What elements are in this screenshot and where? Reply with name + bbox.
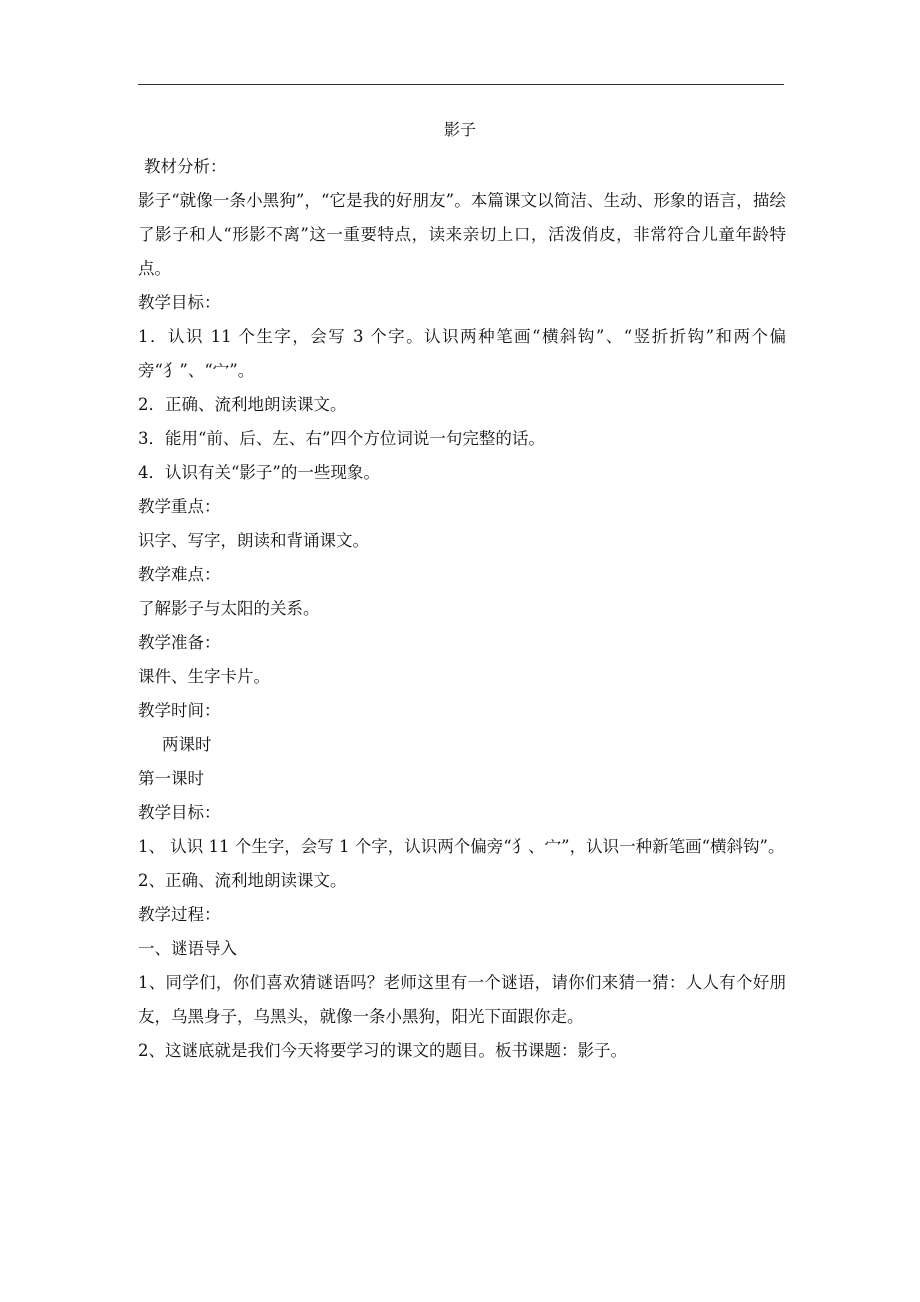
document-line: 教学准备： [138, 633, 221, 652]
document-line: 教学时间： [138, 701, 221, 720]
document-line: 4．认识有关“影子”的一些现象。 [138, 463, 380, 482]
document-line: 1、 认识 11 个生字，会写 1 个字，认识两个偏旁“犭、宀”，认识一种新笔画“横斜钩”。 [138, 837, 785, 856]
document-line: 2、正确、流利地朗读课文。 [138, 871, 347, 890]
document-line: 3．能用“前、后、左、右”四个方位词说一句完整的话。 [138, 429, 545, 448]
document-title: 影子 [443, 120, 476, 139]
document-line: 1、同学们，你们喜欢猜谜语吗？老师这里有一个谜语，请你们来猜一猜：人人有个好朋友，乌黑身子，乌黑头，就像一条小黑狗，阳光下面跟你走。 [138, 973, 786, 1026]
document-line: 了解影子与太阳的关系。 [138, 599, 320, 618]
document-line: 教材分析： [144, 157, 227, 176]
document-line: 两课时 [162, 735, 212, 754]
header-rule [138, 84, 784, 85]
document-line: 第一课时 [138, 769, 204, 788]
document-line: 课件、生字卡片。 [138, 667, 270, 686]
document-line: 教学过程： [138, 905, 221, 924]
document-body [138, 150, 786, 1068]
document-line: 识字、写字，朗读和背诵课文。 [138, 531, 369, 550]
document-line: 教学重点： [138, 497, 221, 516]
document-line: 2．正确、流利地朗读课文。 [138, 395, 347, 414]
document-line: 1．认识 11 个生字，会写 3 个字。认识两种笔画“横斜钩”、“竖折折钩”和两个偏旁“犭”、“宀”。 [138, 327, 786, 380]
document-line: 一、谜语导入 [138, 939, 237, 958]
document-line: 影子“就像一条小黑狗”，“它是我的好朋友”。本篇课文以简洁、生动、形象的语言，描绘了影子和人“形影不离”这一重要特点，读来亲切上口，活泼俏皮，非常符合儿童年龄特点。 [138, 191, 786, 278]
document-line: 教学目标： [138, 803, 221, 822]
document-line: 2、这谜底就是我们今天将要学习的课文的题目。板书课题：影子。 [138, 1041, 627, 1060]
document-line: 教学目标： [138, 293, 221, 312]
document-line: 教学难点： [138, 565, 221, 584]
